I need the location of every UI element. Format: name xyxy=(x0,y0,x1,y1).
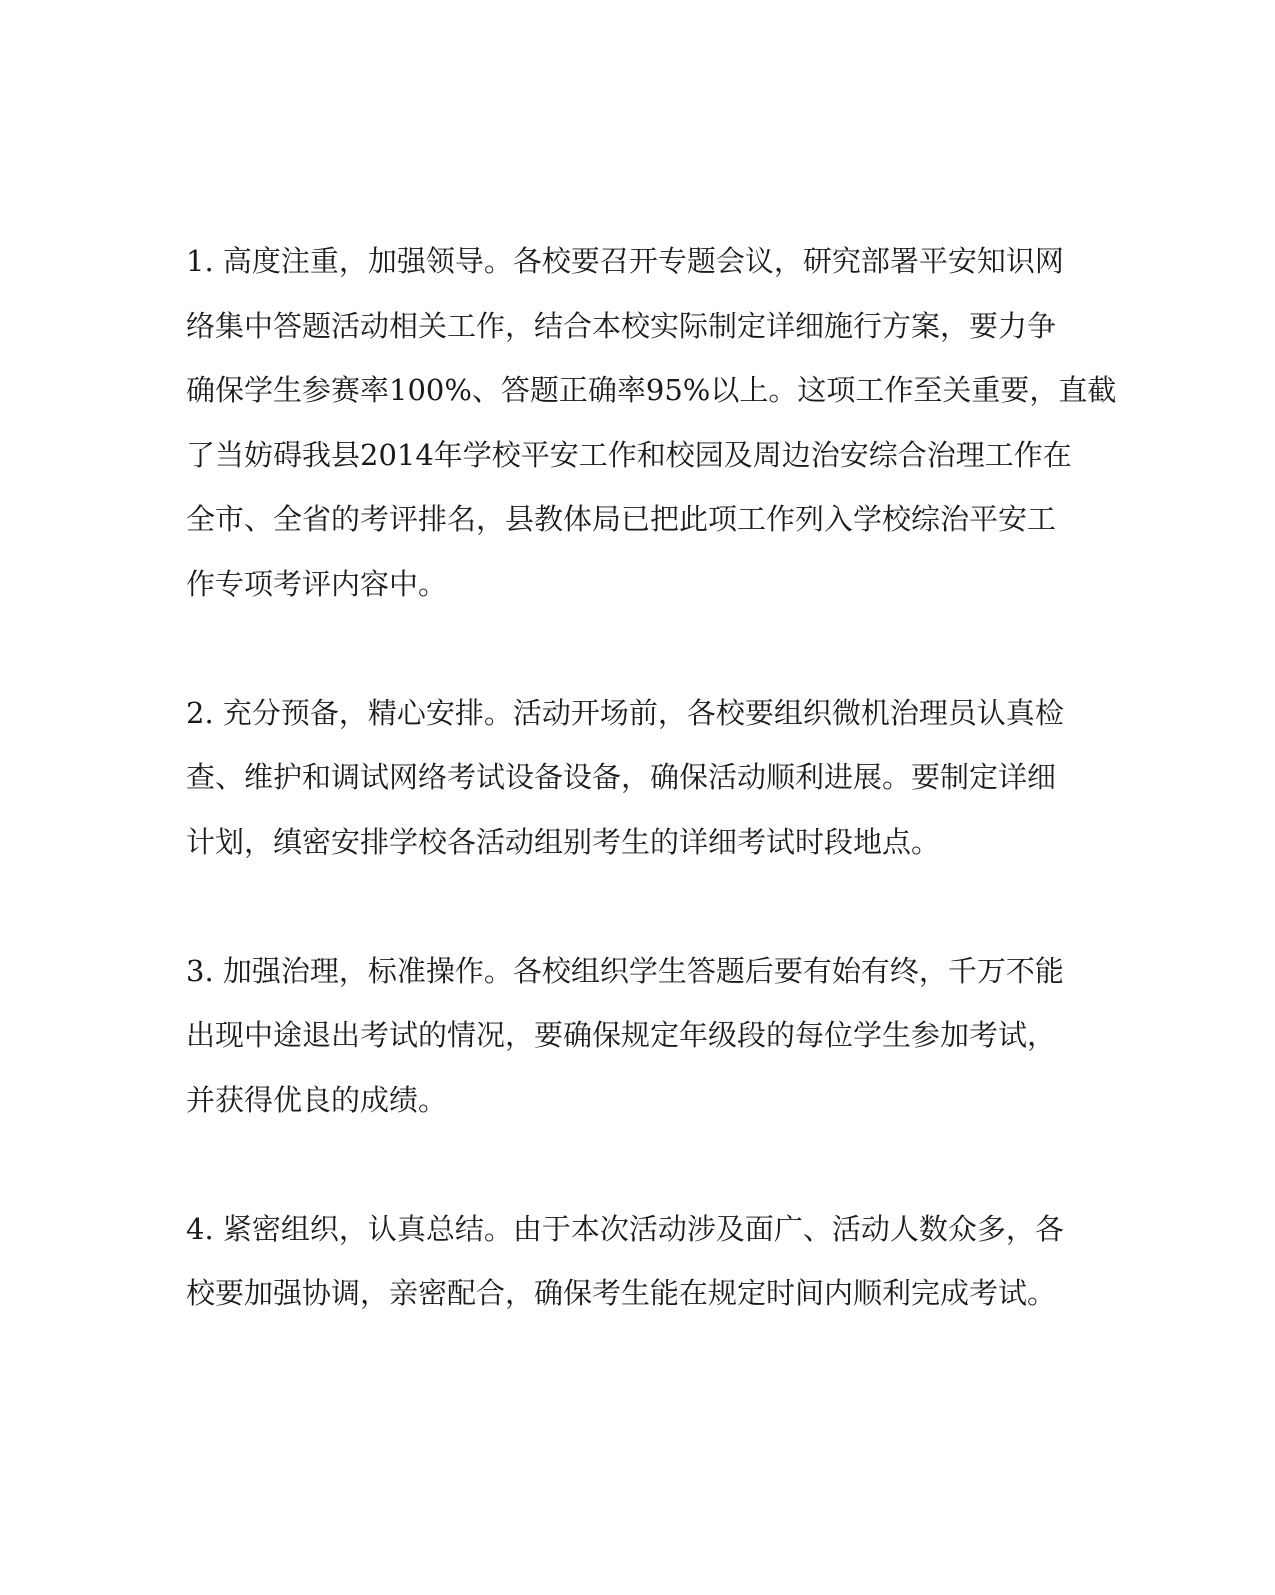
paragraph-line: 4. 紧密组织，认真总结。由于本次活动涉及面广、活动人数众多，各 xyxy=(186,1211,1064,1246)
paragraph-line: 络集中答题活动相关工作，结合本校实际制定详细施行方案，要力争 xyxy=(186,308,1057,343)
paragraph-2 xyxy=(186,681,1086,875)
document-body xyxy=(186,229,1117,1326)
paragraph-4 xyxy=(186,1197,1086,1326)
paragraph-3 xyxy=(186,939,1086,1133)
paragraph-spacer xyxy=(186,616,1086,681)
paragraph-line: 全市、全省的考评排名，县教体局已把此项工作列入学校综治平安工 xyxy=(186,502,1057,536)
paragraph-line: 计划，缜密安排学校各活动组别考生的详细考试时段地点。 xyxy=(186,824,941,859)
paragraph-line: 出现中途退出考试的情况，要确保规定年级段的每位学生参加考试， xyxy=(186,1018,1057,1052)
paragraph-line: 查、维护和调试网络考试设备设备，确保活动顺利进展。要制定详细 xyxy=(186,760,1057,794)
paragraph-1 xyxy=(186,229,1117,616)
paragraph-line: 了当妨碍我县2014年学校平安工作和校园及周边治安综合治理工作在 xyxy=(186,437,1072,472)
paragraph-line: 作专项考评内容中。 xyxy=(186,566,448,601)
paragraph-line: 校要加强协调，亲密配合，确保考生能在规定时间内顺利完成考试。 xyxy=(186,1276,1057,1310)
paragraph-line: 并获得优良的成绩。 xyxy=(186,1082,448,1117)
paragraph-line: 3. 加强治理，标准操作。各校组织学生答题后要有始有终，千万不能 xyxy=(186,953,1064,988)
paragraph-line: 2. 充分预备，精心安排。活动开场前，各校要组织微机治理员认真检 xyxy=(186,695,1064,730)
paragraph-spacer xyxy=(186,874,1086,939)
paragraph-line: 确保学生参赛率100%、答题正确率95%以上。这项工作至关重要，直截 xyxy=(186,373,1117,407)
paragraph-spacer xyxy=(186,1132,1086,1197)
paragraph-line: 1. 高度注重，加强领导。各校要召开专题会议，研究部署平安知识网 xyxy=(186,244,1064,278)
